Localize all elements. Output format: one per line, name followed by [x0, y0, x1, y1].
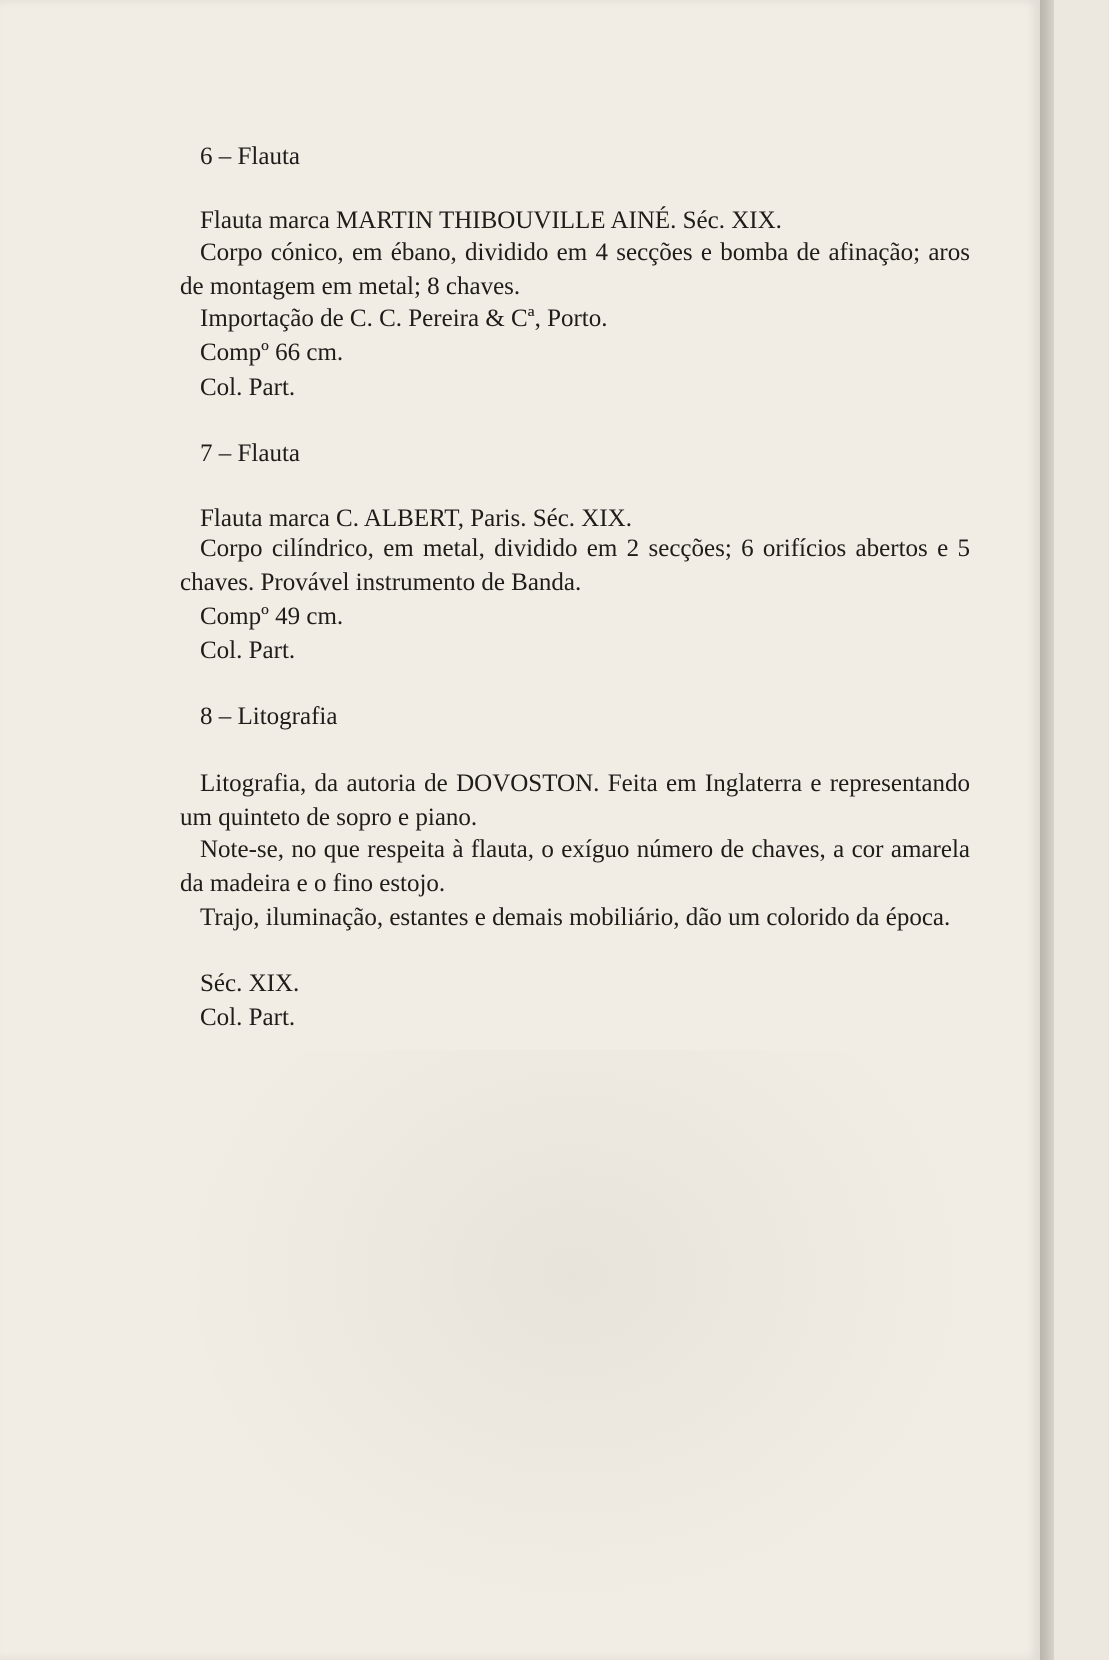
entry-6-description: Flauta marca MARTIN THIBOUVILLE AINÉ. Séc. XIX.: [200, 207, 782, 234]
entry-6-heading: 6 – Flauta: [200, 143, 300, 170]
entry-6-length: Compº 66 cm.: [200, 339, 344, 366]
entry-8-heading: 8 – Litografia: [200, 703, 338, 730]
entry-7-length: Compº 49 cm.: [200, 603, 344, 630]
entry-8-body-2: Note-se, no que respeita à flauta, o exíguo número de chaves, a cor amarela da madeira e o fino estojo.: [180, 836, 970, 897]
entry-8-body-1: Litografia, da autoria de DOVOSTON. Feita em Inglaterra e representando um quinteto de sopro e piano.: [180, 770, 970, 831]
entry-6-import: Importação de C. C. Pereira & Cª, Porto.: [200, 305, 608, 332]
entry-6-body: Corpo cónico, em ébano, dividido em 4 secções e bomba de afinação; aros de montagem em metal; 8 chaves.: [180, 239, 970, 300]
entry-8-body-3: Trajo, iluminação, estantes e demais mobiliário, dão um colorido da época.: [200, 904, 951, 931]
entry-6-collection: Col. Part.: [200, 374, 296, 401]
entry-7-body: Corpo cilíndrico, em metal, dividido em 2 secções; 6 orifícios abertos e 5 chaves. Provável instrumento de Banda.: [180, 535, 970, 596]
page-edge: [1040, 0, 1054, 1660]
entry-7-description: Flauta marca C. ALBERT, Paris. Séc. XIX.: [200, 505, 632, 532]
entry-7-collection: Col. Part.: [200, 637, 296, 664]
adjacent-page: [1054, 0, 1109, 1660]
entry-8-century: Séc. XIX.: [200, 970, 300, 997]
entry-8-collection: Col. Part.: [200, 1004, 296, 1031]
entry-7-heading: 7 – Flauta: [200, 440, 300, 467]
